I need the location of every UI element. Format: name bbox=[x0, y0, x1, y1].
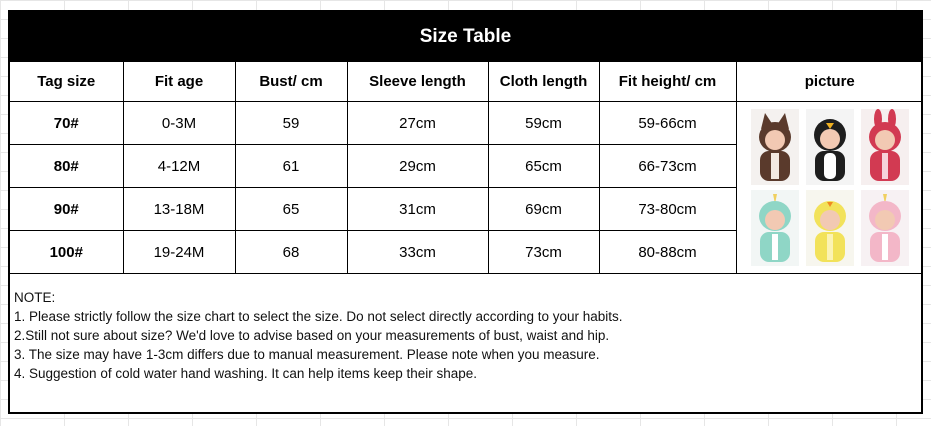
product-photo-grid bbox=[737, 109, 924, 266]
cell-sleeve-length: 31cm bbox=[347, 188, 488, 231]
notes-section bbox=[10, 274, 921, 383]
header-tag-size: Tag size bbox=[10, 62, 123, 102]
cell-bust: 65 bbox=[235, 188, 347, 231]
cell-fit-age: 19-24M bbox=[123, 231, 235, 274]
cell-sleeve-length: 33cm bbox=[347, 231, 488, 274]
cell-fit-height: 59-66cm bbox=[599, 102, 736, 145]
header-bust: Bust/ cm bbox=[235, 62, 347, 102]
header-sleeve-length: Sleeve length bbox=[347, 62, 488, 102]
size-table-sheet bbox=[8, 10, 923, 414]
note-item: 4. Suggestion of cold water hand washing. It can help items keep their shape. bbox=[14, 366, 478, 381]
header-cloth-length: Cloth length bbox=[488, 62, 599, 102]
cell-fit-height: 73-80cm bbox=[599, 188, 736, 231]
header-picture: picture bbox=[736, 62, 923, 102]
cell-bust: 59 bbox=[235, 102, 347, 145]
cell-tag-size: 100# bbox=[10, 231, 123, 274]
unicorn-pink-costume-baby-photo bbox=[861, 190, 909, 266]
size-table-title: Size Table bbox=[10, 12, 921, 61]
header-fit-height: Fit height/ cm bbox=[599, 62, 736, 102]
cell-fit-age: 4-12M bbox=[123, 145, 235, 188]
cell-cloth-length: 69cm bbox=[488, 188, 599, 231]
header-fit-age: Fit age bbox=[123, 62, 235, 102]
cell-bust: 61 bbox=[235, 145, 347, 188]
fox-costume-baby-photo bbox=[751, 109, 799, 185]
cell-bust: 68 bbox=[235, 231, 347, 274]
cell-fit-height: 80-88cm bbox=[599, 231, 736, 274]
cell-tag-size: 90# bbox=[10, 188, 123, 231]
note-item: 2.Still not sure about size? We'd love to advise based on your measurements of bust, waist and hip. bbox=[14, 328, 610, 343]
chick-costume-baby-photo bbox=[806, 190, 854, 266]
picture-cell bbox=[736, 102, 923, 274]
cell-sleeve-length: 27cm bbox=[347, 102, 488, 145]
notes-heading: NOTE: bbox=[14, 290, 56, 305]
cell-tag-size: 80# bbox=[10, 145, 123, 188]
bunny-costume-baby-photo bbox=[861, 109, 909, 185]
note-item: 3. The size may have 1-3cm differs due to manual measurement. Please note when you measure. bbox=[14, 347, 600, 362]
cell-fit-age: 13-18M bbox=[123, 188, 235, 231]
unicorn-mint-costume-baby-photo bbox=[751, 190, 799, 266]
cell-cloth-length: 59cm bbox=[488, 102, 599, 145]
cell-fit-age: 0-3M bbox=[123, 102, 235, 145]
cell-cloth-length: 73cm bbox=[488, 231, 599, 274]
header-row bbox=[10, 62, 923, 102]
size-table bbox=[10, 61, 923, 274]
cell-tag-size: 70# bbox=[10, 102, 123, 145]
note-item: 1. Please strictly follow the size chart to select the size. Do not select directly according to your habits. bbox=[14, 309, 623, 324]
cell-cloth-length: 65cm bbox=[488, 145, 599, 188]
cell-sleeve-length: 29cm bbox=[347, 145, 488, 188]
penguin-costume-baby-photo bbox=[806, 109, 854, 185]
table-row bbox=[10, 102, 923, 145]
cell-fit-height: 66-73cm bbox=[599, 145, 736, 188]
